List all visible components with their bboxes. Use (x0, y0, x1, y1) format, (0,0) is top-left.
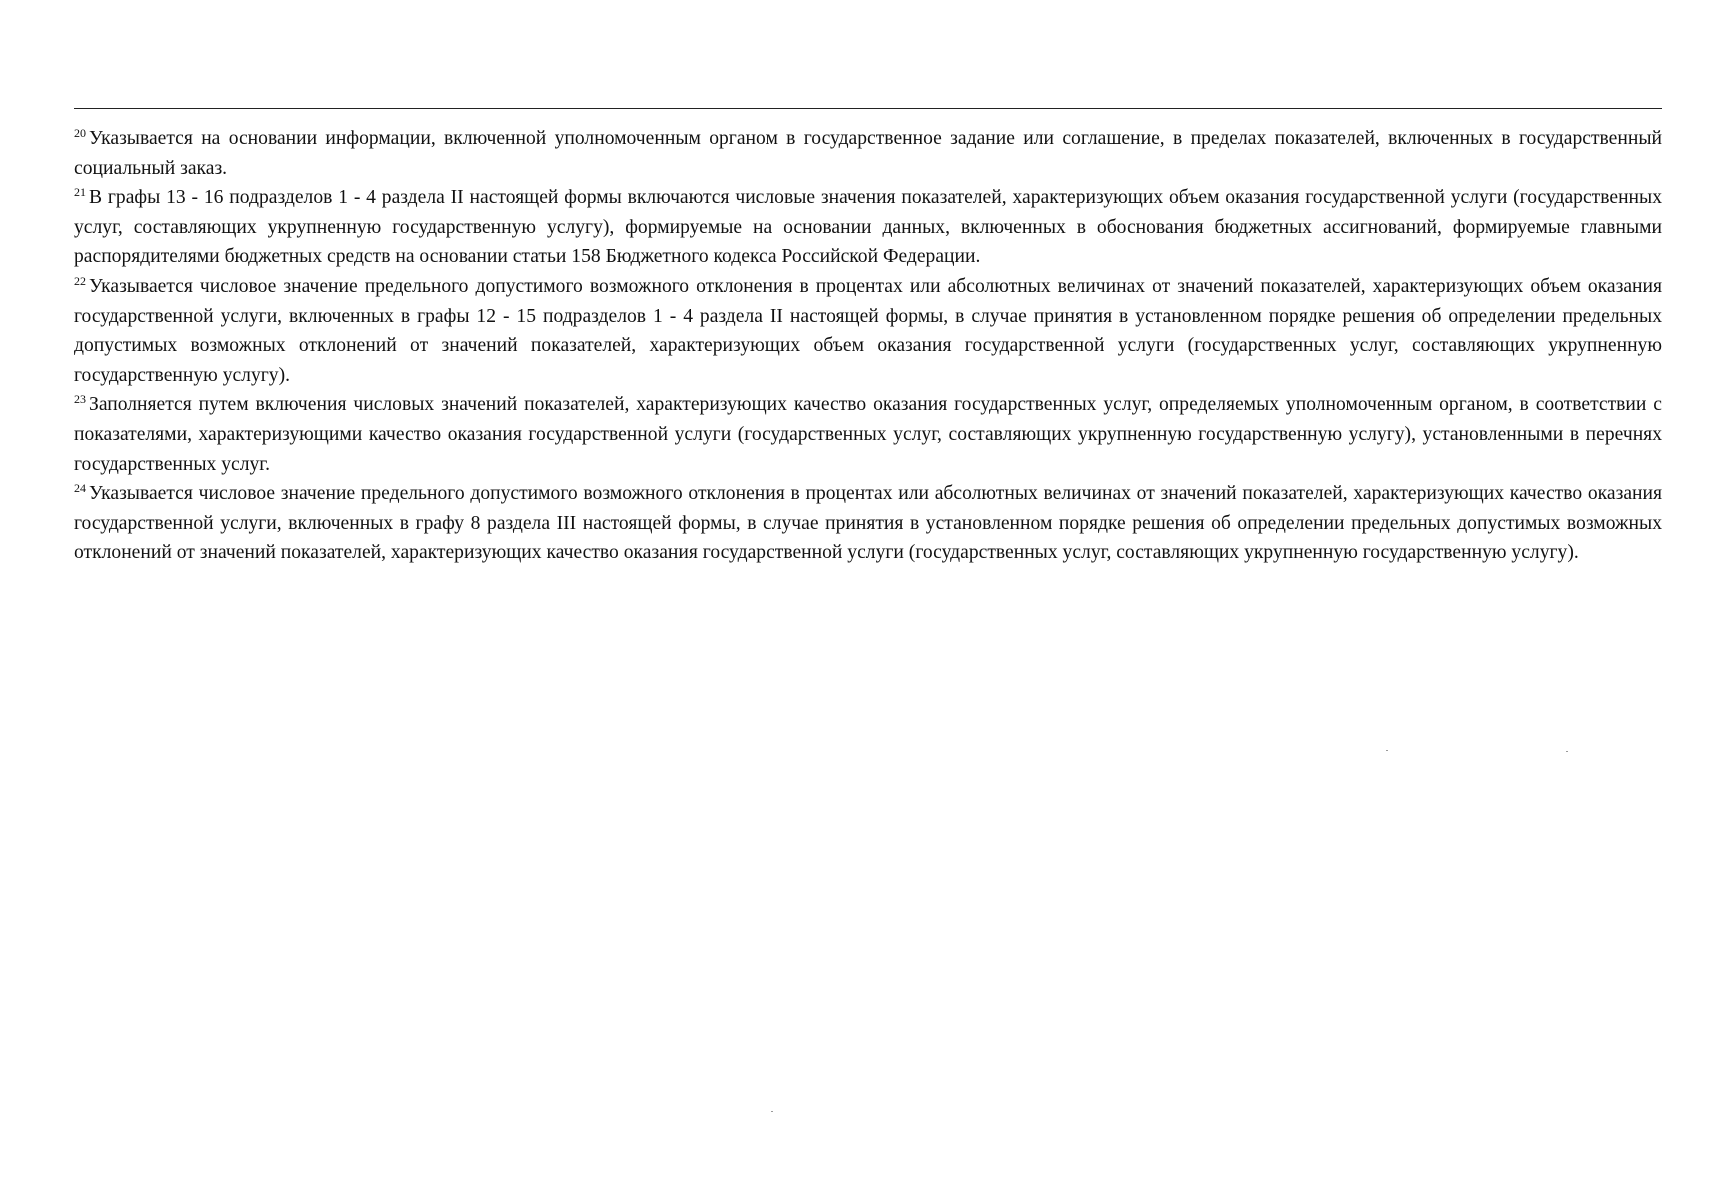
footnote-text: Указывается числовое значение предельного допустимого возможного отклонения в процентах или абсолютных величинах от значений показателей, характеризующих объем оказания государственной услуги, включенных в графы 12 - 15 подразделов 1 - 4 раздела II настоящей формы, в случае принятия в установленном порядке решения об определении предельных допустимых возможных отклонений от значений показателей, характеризующих объем оказания государственной услуги (государственных услуг, составляющих укрупненную государственную услугу). (74, 275, 1662, 386)
footnote-number: 20 (74, 126, 86, 140)
footnote-22 (74, 272, 1662, 390)
footnote-text: В графы 13 - 16 подразделов 1 - 4 раздела II настоящей формы включаются числовые значения показателей, характеризующих объем оказания государственной услуги (государственных услуг, составляющих укрупненную государственную услугу), формируемые на основании данных, включенных в обоснования бюджетных ассигнований, формируемые главными распорядителями бюджетных средств на основании статьи 158 Бюджетного кодекса Российской Федерации. (74, 187, 1662, 268)
scan-speck (1566, 751, 1568, 752)
footnote-number: 22 (74, 273, 86, 288)
footnote-20 (74, 124, 1662, 183)
scan-speck (771, 1111, 773, 1112)
footnote-number: 24 (74, 481, 86, 496)
footnote-21 (74, 183, 1662, 272)
footnote-separator-line (74, 108, 1662, 109)
scan-speck (1386, 750, 1388, 751)
footnote-text: Указывается на основании информации, включенной уполномоченным органом в государственное задание или соглашение, в пределах показателей, включенных в государственный социальный заказ. (74, 128, 1662, 179)
footnote-24 (74, 479, 1662, 568)
footnote-text: Заполняется путем включения числовых значений показателей, характеризующих качество оказания государственных услуг, определяемых уполномоченным органом, в соответствии с показателями, характеризующими качество оказания государственной услуги (государственных услуг, составляющих укрупненную государственную услугу), установленными в перечнях государственных услуг. (74, 394, 1662, 475)
footnote-number: 23 (74, 392, 86, 407)
footnote-text: Указывается числовое значение предельного допустимого возможного отклонения в процентах или абсолютных величинах от значений показателей, характеризующих качество оказания государственной услуги, включенных в графу 8 раздела III настоящей формы, в случае принятия в установленном порядке решения об определении предельных допустимых возможных отклонений от значений показателей, характеризующих качество оказания государственной услуги (государственных услуг, составляющих укрупненную государственную услугу). (74, 483, 1662, 564)
footnote-number: 21 (74, 185, 86, 200)
footnote-23 (74, 390, 1662, 479)
footnotes-block (74, 124, 1662, 568)
